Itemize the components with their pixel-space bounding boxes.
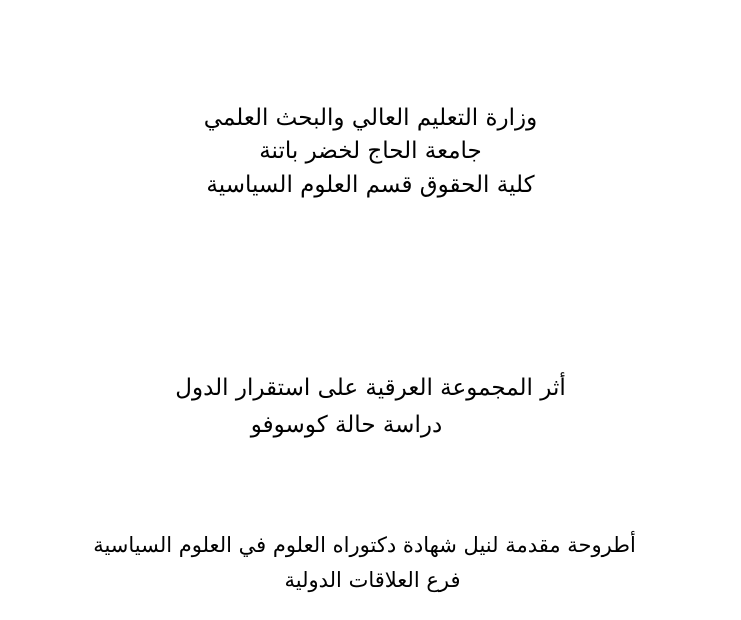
university-name: جامعة الحاج لخضر باتنة bbox=[259, 138, 482, 164]
thesis-subtitle: دراسة حالة كوسوفو bbox=[250, 412, 443, 438]
ministry-name: وزارة التعليم العالي والبحث العلمي bbox=[203, 105, 538, 131]
branch-name: فرع العلاقات الدولية bbox=[284, 568, 461, 592]
degree-statement: أطروحة مقدمة لنيل شهادة دكتوراه العلوم في العلوم السياسية bbox=[93, 533, 636, 557]
faculty-name: كلية الحقوق قسم العلوم السياسية bbox=[206, 172, 535, 198]
thesis-title: أثر المجموعة العرقية على استقرار الدول bbox=[175, 375, 566, 401]
